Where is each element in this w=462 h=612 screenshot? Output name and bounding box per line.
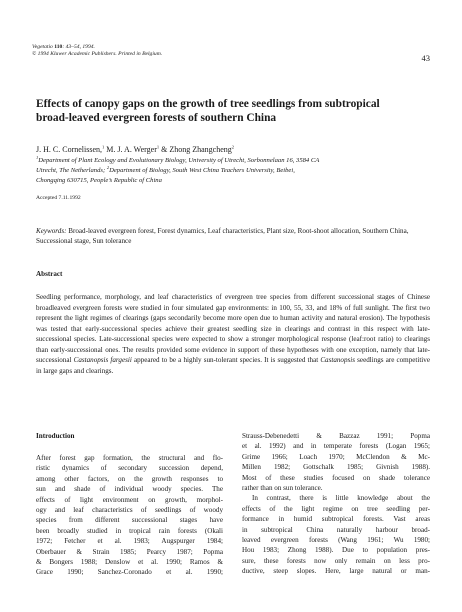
accepted-date: Accepted 7.11.1992: [36, 195, 81, 201]
journal-pages: : 43–54, 1994.: [62, 44, 95, 50]
text-line: Most of these studies focused on shade tolerance: [242, 473, 430, 482]
author-affil-mark: 2: [231, 144, 235, 150]
text-line: been broadly studied in tropical rain forests (Okali: [36, 526, 223, 535]
text-line: sure, these forests now only remain on less pro-: [242, 556, 430, 565]
text-line: & Bongers 1988; Denslow et al. 1990; Ramos &: [36, 558, 223, 567]
journal-name: Vegetatio: [32, 44, 53, 50]
copyright-line: © 1994 Kluwer Academic Publishers. Printed in Belgium.: [32, 51, 163, 58]
text-line: Grime 1966; Loach 1970; McClendon & Mc-: [242, 452, 430, 461]
abstract-text: Seedling performance, morphology, and leaf characteristics of evergreen tree species from different successional stages of Chinese broadleaved evergreen forests were studied in four simulated gap environments: in 100, 55, 33, and 18% of full sunlight. The first two represent the light regimes of clearings (gaps secondarily become more open due to human activity and natural erosion). The hypothesis was tested that early-successional species achieve their greatest seedling size in clearings and contrast in this respect with late-successional species. Late-successional species were expected to show a stronger morphological response (leaf:root ratio) to clearings than early-successional ones. The results provided some evidence in support of these hypotheses with one exception, namely that late-successional Castanopsis fargesii appeared to be a highly sun-tolerant species. It is suggested that Castanopsis seedlings are competitive in large gaps and clearings.: [36, 293, 430, 375]
affiliation-line: $^1$Department of Plant Ecology and Evolutionary Biology, University of Utrecht, Sorbonnelaan 16, 3584 CA: [36, 154, 320, 164]
text-line: sun and shade of individual woody species. The: [36, 485, 223, 494]
affiliation-line: Utrecht, The Netherlands; $^2$Department of Biology, South West China Teachers University, Beibei,: [36, 164, 295, 174]
affiliation-line: Chongqing 630715, People’s Republic of China: [36, 176, 162, 184]
author-affil-mark: 1: [102, 144, 105, 150]
affil-mark: 2: [106, 164, 110, 170]
keywords: [36, 226, 431, 246]
text-line: After forest gap formation, the structural and flo-: [36, 454, 223, 462]
text-line: Grace 1990; Sanchez-Coronado et al. 1990;: [36, 568, 223, 577]
text-line: leaved evergreen forests (Wang 1961; Wu 1980;: [242, 536, 430, 545]
author: J. H. C. Cornelissen,: [36, 145, 102, 154]
article-title: [36, 97, 431, 125]
title-line: broad-leaved evergreen forests of southern China: [36, 112, 277, 124]
species-name: Castanopsis fargesii: [73, 356, 132, 364]
text-line: 1972; Fetcher et al. 1983; Augspurger 1984;: [36, 537, 223, 546]
text-line: et al. 1992) and in temperate forests (Logan 1965;: [242, 442, 430, 451]
text-column-right: [242, 431, 430, 577]
author: & Zhong Zhangcheng: [159, 145, 232, 154]
keywords-text: Broad-leaved evergreen forest, Forest dynamics, Leaf characteristics, Plant size, Root-shoot allocation, Southern China, Successional stage, Sun tolerance: [36, 227, 409, 245]
running-header: [32, 44, 162, 58]
text-line: effects of light environment on growth, morphol-: [36, 495, 223, 504]
affil-mark: 1: [36, 154, 39, 160]
keywords-label: Keywords:: [36, 227, 67, 235]
species-name: Castanopsis: [320, 356, 356, 364]
text-line: rather than on sun tolerance.: [242, 484, 323, 493]
text-line: among other factors, on the growth responses to: [36, 474, 223, 483]
page-number: 43: [421, 53, 430, 63]
text-line: Strauss-Debenedetti & Bazzaz 1991; Popma: [242, 432, 430, 440]
introduction-heading: Introduction: [36, 432, 75, 440]
title-line: Effects of canopy gaps on the growth of tree seedlings from subtropical: [36, 98, 380, 110]
text-line: ductive, steep slopes. Here, large natural or man-: [242, 567, 430, 576]
abstract-heading: Abstract: [36, 270, 63, 278]
text-line: In contrast, there is little knowledge about the: [252, 494, 430, 503]
text-line: species from different successional stages have: [36, 516, 223, 525]
text-line: in subtropical China naturally harbour broad-: [242, 525, 430, 534]
text-line: Millen 1982; Gottschalk 1985; Givnish 1988).: [242, 463, 430, 472]
text-line: effects of the light regime on tree seedling per-: [242, 504, 430, 513]
affiliations: [36, 156, 431, 185]
journal-volume: 110: [54, 44, 63, 50]
author-affil-mark: 1: [156, 144, 160, 150]
text-line: Oberbauer & Strain 1985; Pearcy 1987; Popma: [36, 547, 223, 556]
text-line: ristic dynamics of secondary succession depend,: [36, 464, 223, 473]
text-line: ogy and leaf characteristics of seedlings of woody: [36, 506, 223, 515]
text-line: formance in humid subtropical forests. Vast areas: [242, 515, 430, 524]
text-line: Hou 1983; Zhong 1988). Due to population pres-: [242, 546, 430, 555]
text-column-left: [36, 453, 223, 578]
author: M. J. A. Werger: [104, 145, 157, 154]
author-list: [36, 145, 234, 154]
